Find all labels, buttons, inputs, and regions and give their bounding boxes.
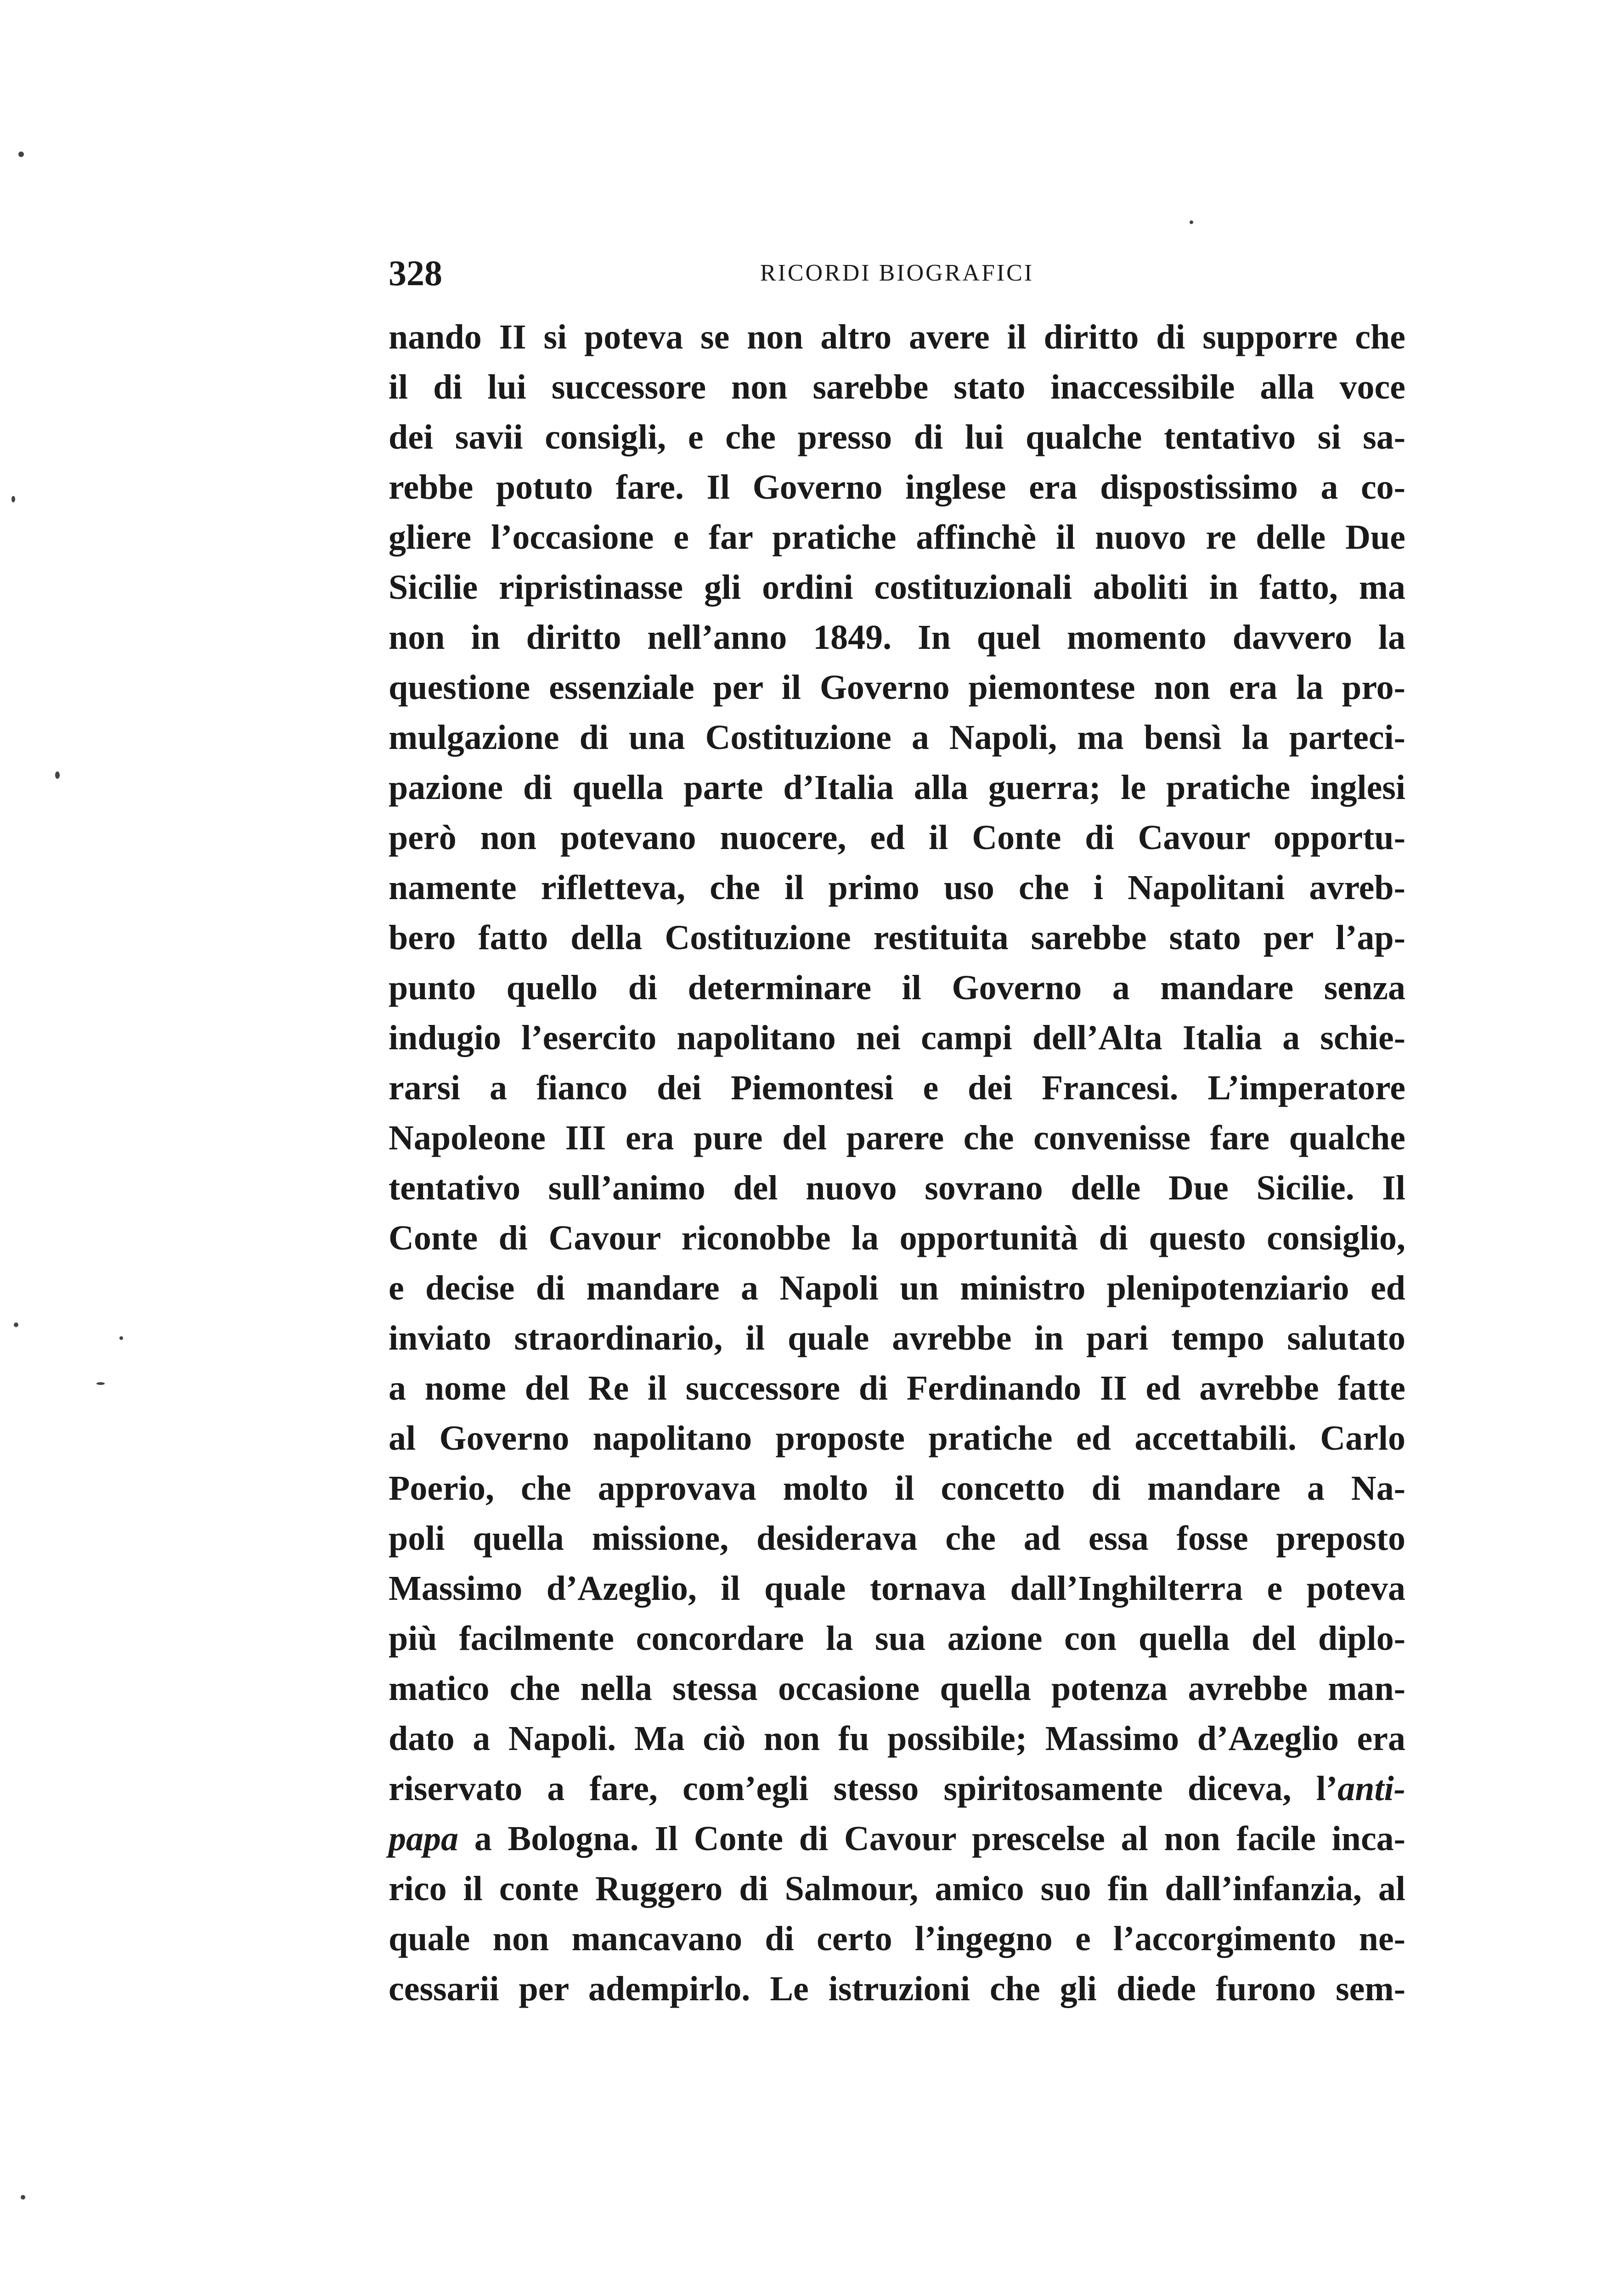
text-line: Poerio, che approvava molto il concetto di mandare a Na- xyxy=(389,1469,1405,1508)
text-line: quale non mancavano di certo l’ingegno e l’accorgimento ne- xyxy=(389,1919,1405,1958)
text-line: poli quella missione, desiderava che ad essa fosse preposto xyxy=(389,1519,1405,1558)
text-line: namente rifletteva, che il primo uso che i Napolitani avreb- xyxy=(389,868,1405,907)
text-line: non in diritto nell’anno 1849. In quel momento davvero la xyxy=(389,618,1405,657)
text-line: e decise di mandare a Napoli un ministro plenipotenziario ed xyxy=(389,1269,1405,1307)
running-title: RICORDI BIOGRAFICI xyxy=(760,260,1034,286)
text-line: matico che nella stessa occasione quella potenza avrebbe man- xyxy=(389,1669,1405,1708)
text-line: dei savii consigli, e che presso di lui qualche tentativo si sa- xyxy=(389,418,1405,456)
text-line: mulgazione di una Costituzione a Napoli, ma bensì la parteci- xyxy=(389,718,1405,757)
text-line: rarsi a fianco dei Piemontesi e dei Francesi. L’imperatore xyxy=(389,1069,1405,1107)
page-header xyxy=(389,248,1405,298)
text-line: a nome del Re il successore di Ferdinando II ed avrebbe fatte xyxy=(389,1369,1405,1407)
text-line: più facilmente concordare la sua azione con quella del diplo- xyxy=(389,1619,1405,1658)
text-line: inviato straordinario, il quale avrebbe in pari tempo salutato xyxy=(389,1319,1405,1357)
body-text xyxy=(389,312,1405,2014)
text-line: gliere l’occasione e far pratiche affinchè il nuovo re delle Due xyxy=(389,518,1405,557)
stray-mark xyxy=(1190,220,1193,224)
stray-mark xyxy=(18,152,24,157)
text-line: Conte di Cavour riconobbe la opportunità di questo consiglio, xyxy=(389,1219,1405,1257)
text-line: dato a Napoli. Ma ciò non fu possibile; Massimo d’Azeglio era xyxy=(389,1719,1405,1758)
text-line: punto quello di determinare il Governo a mandare senza xyxy=(389,968,1405,1007)
stray-mark xyxy=(21,2195,25,2200)
text-line: al Governo napolitano proposte pratiche ed accettabili. Carlo xyxy=(389,1419,1405,1458)
text-line: indugio l’esercito napolitano nei campi dell’Alta Italia a schie- xyxy=(389,1019,1405,1057)
text-line: Massimo d’Azeglio, il quale tornava dall’Inghilterra e poteva xyxy=(389,1569,1405,1608)
stray-mark xyxy=(96,1382,105,1385)
stray-mark xyxy=(119,1336,123,1340)
text-line: rebbe potuto fare. Il Governo inglese era dispostissimo a co- xyxy=(389,468,1405,506)
text-line: tentativo sull’animo del nuovo sovrano delle Due Sicilie. Il xyxy=(389,1169,1405,1207)
text-line: pazione di quella parte d’Italia alla guerra; le pratiche inglesi xyxy=(389,768,1405,807)
text-line: rico il conte Ruggero di Salmour, amico suo fin dall’infanzia, al xyxy=(389,1869,1405,1908)
text-line: il di lui successore non sarebbe stato inaccessibile alla voce xyxy=(389,368,1405,406)
text-line: cessarii per adempirlo. Le istruzioni che gli diede furono sem- xyxy=(389,1970,1405,2008)
text-line: nando II si poteva se non altro avere il diritto di supporre che xyxy=(389,318,1405,356)
text-line: questione essenziale per il Governo piemontese non era la pro- xyxy=(389,668,1405,707)
page-number: 328 xyxy=(389,253,442,293)
stray-mark xyxy=(11,496,15,502)
text-line: però non potevano nuocere, ed il Conte di Cavour opportu- xyxy=(389,818,1405,857)
text-line: riservato a fare, com’egli stesso spiritosamente diceva, l’anti- xyxy=(389,1769,1405,1808)
text-line: Napoleone III era pure del parere che convenisse fare qualche xyxy=(389,1119,1405,1157)
text-line: Sicilie ripristinasse gli ordini costituzionali aboliti in fatto, ma xyxy=(389,568,1405,607)
text-line: papa a Bologna. Il Conte di Cavour prescelse al non facile inca- xyxy=(389,1819,1405,1858)
text-line: bero fatto della Costituzione restituita sarebbe stato per l’ap- xyxy=(389,918,1405,957)
stray-mark xyxy=(55,771,60,779)
stray-mark xyxy=(14,1322,18,1327)
